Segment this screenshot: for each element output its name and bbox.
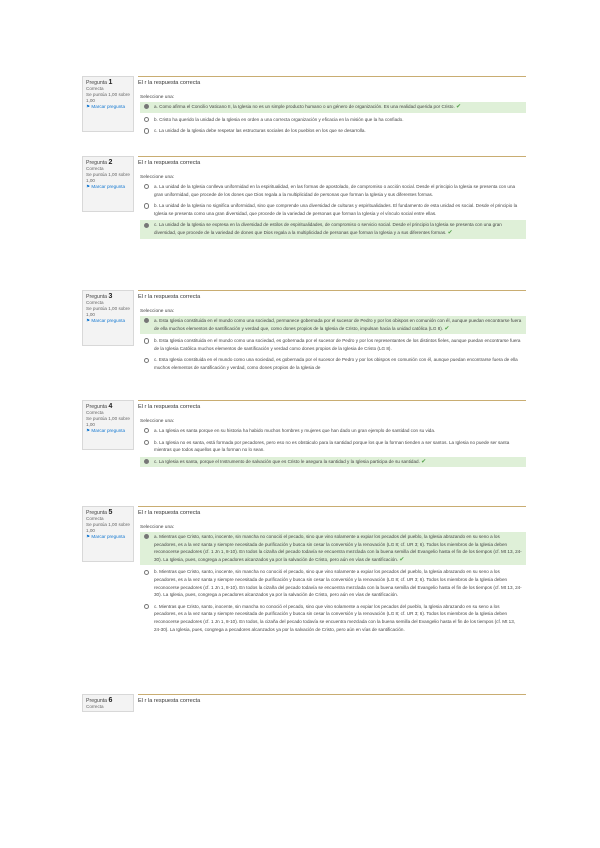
feedback-text: El r la respuesta correcta xyxy=(138,404,201,410)
question-5 xyxy=(82,506,526,684)
answer-option[interactable]: b. Esta Iglesia constituida en el mundo como una sociedad, es gobernada por el sucesor de Pedro y por los representantes de los distintos fieles, aunque puedan encontrarse fuera de la Iglesia Católica muchos elementos de santificación y verdad como dones propios de la Iglesia de Cristo (LG 8). xyxy=(140,336,526,353)
question-number: Pregunta 5 xyxy=(86,509,113,516)
question-number: Pregunta 1 xyxy=(86,79,113,86)
question-body xyxy=(138,290,526,373)
question-body xyxy=(138,156,526,239)
radio-button[interactable] xyxy=(144,604,149,609)
flag-icon: ⚑ xyxy=(86,428,91,433)
question-number: Pregunta 2 xyxy=(86,159,113,166)
answer-option[interactable]: a. Esta Iglesia constituida en el mundo como una sociedad, permanece gobernada por el sucesor de Pedro y por los obispos en comunión con él, aunque puedan encontrarse fuera de ella muchos elementos de santificación y verdad que, como dones propios de la Iglesia de Cristo, impulsan hacia la unidad católica (LG 8). ✔ xyxy=(140,316,526,334)
question-number: Pregunta 4 xyxy=(86,403,113,410)
question-prompt: Seleccione una: xyxy=(140,525,175,530)
question-info xyxy=(82,506,134,562)
check-icon: ✔ xyxy=(444,325,450,332)
radio-button[interactable] xyxy=(144,459,149,464)
question-number: Pregunta 6 xyxy=(86,697,113,704)
question-info xyxy=(82,290,134,346)
answer-option[interactable]: b. Mientras que Cristo, santo, inocente, sin mancha no conoció el pecado, sino que vino solamente a expiar los pecados del pueblo, la Iglesia abrazando en su seno a los pecadores, es a la vez santa y siempre necesitada de purificación y busca sin cesar la conversión y la renovación (LG 8; cf. UR 3; 6). Todos los miembros de la Iglesia deben reconocerse pecadores (cf. 1 Jn 1, 8-10). En todos la cizaña del pecado todavía se encuentra mezclada con la buena semilla del Evangelio hasta el fin de los tiempos (cf. Mt 13, 24-30). La Iglesia, pues, congrega a pecadores alcanzados ya por la salvación de Cristo, pero aún en vías de santificación. xyxy=(140,567,526,599)
question-prompt: Seleccione una: xyxy=(140,175,175,180)
flag-question-link[interactable]: ⚑ Marcar pregunta xyxy=(86,104,126,109)
question-state: Correcta xyxy=(86,516,104,521)
question-2 xyxy=(82,156,526,276)
answer-option[interactable]: c. La unidad de la Iglesia debe respetar las estructuras sociales de los pueblos en los que se desarrolla. xyxy=(140,126,526,136)
question-state: Correcta xyxy=(86,300,104,305)
question-info xyxy=(82,400,134,450)
feedback-text: El r la respuesta correcta xyxy=(138,160,201,166)
answer-option[interactable]: a. La unidad de la Iglesia conlleva uniformidad en la espiritualidad, en las formas de apostolado, de compromiso o acción social. Desde el principio la Iglesia se presenta con una gran uniformidad, que procede de los dones que Dios regala a la multiplicidad de personas que forman la Iglesia y sus diferentes formas. xyxy=(140,182,526,199)
answer-option[interactable]: c. Esta Iglesia constituida en el mundo como una sociedad, es gobernada por el sucesor de Pedro y por los obispos en comunión con él, aunque puedan encontrarse fuera de ella muchos elementos de santificación y verdad, como dones propios de la Iglesia de xyxy=(140,355,526,372)
question-3 xyxy=(82,290,526,394)
answer-option[interactable]: c. La Iglesia es santa, porque el Instrumento de salvación que es Cristo le asegura la santidad y la Iglesia participa de su santidad. ✔ xyxy=(140,457,526,468)
flag-question-link[interactable]: ⚑ Marcar pregunta xyxy=(86,428,126,433)
radio-button[interactable] xyxy=(144,223,149,228)
answer-option[interactable]: b. Cristo ha querido la unidad de la Iglesia en orden a una correcta organización y eficacia en la misión que la ha confiado. xyxy=(140,115,526,125)
answer-option[interactable]: b. La Iglesia no es santa, está formada por pecadores, pero eso no es obstáculo para la santidad porque los que la forman tienden a ser santos. La Iglesia no puede ser santa mientras que todos aquellos que la forman no lo sean. xyxy=(140,438,526,455)
feedback-text: El r la respuesta correcta xyxy=(138,698,201,704)
question-body xyxy=(138,506,526,634)
flag-question-link[interactable]: ⚑ Marcar pregunta xyxy=(86,534,126,539)
question-score: Se puntúa 1,00 sobre 1,00 xyxy=(86,92,130,103)
question-6 xyxy=(82,694,526,714)
question-state: Correcta xyxy=(86,704,104,709)
radio-button[interactable] xyxy=(144,104,149,109)
radio-button[interactable] xyxy=(144,440,149,445)
check-icon: ✔ xyxy=(421,458,427,465)
question-prompt: Seleccione una: xyxy=(140,95,175,100)
radio-button[interactable] xyxy=(144,534,149,539)
question-score: Se puntúa 1,00 sobre 1,00 xyxy=(86,416,130,427)
question-body xyxy=(138,694,526,707)
flag-question-link[interactable]: ⚑ Marcar pregunta xyxy=(86,318,126,323)
radio-button[interactable] xyxy=(144,428,149,433)
flag-icon: ⚑ xyxy=(86,104,91,109)
radio-button[interactable] xyxy=(144,570,149,575)
flag-icon: ⚑ xyxy=(86,534,91,539)
feedback-text: El r la respuesta correcta xyxy=(138,80,201,86)
answer-option[interactable]: c. La unidad de la Iglesia se expresa en la diversidad de estilos de espiritualidades, de compromiso o servicio social. Desde el principio la Iglesia se presenta con una gran diversidad, que procede de la variedad de dones que Dios regala a la multiplicidad de personas que forman la Iglesia y a sus diferentes formas. ✔ xyxy=(140,220,526,238)
answer-option[interactable]: c. Mientras que Cristo, santo, inocente, sin mancha no conoció el pecado, sino que vino solamente a expiar los pecados del pueblo, la Iglesia abrazando en su seno a los pecadores, es a la vez santa y siempre necesitada de purificación y busca sin cesar la conversión y la renovación (LG 8; cf. UR 3; 6). Todos los miembros de la Iglesia deben reconocerse pecadores (cf. 1 Jn 1, 8-10). En todos, la cizaña del pecado todavía se encuentra mezclada con la buena semilla del Evangelio hasta el fin de los tiempos (cf. Mt 13, 24-30). La Iglesia, pues, congrega a pecadores alcanzados ya por la salvación de Cristo, pero aún en vías de santificación. xyxy=(140,602,526,634)
question-state: Correcta xyxy=(86,166,104,171)
flag-icon: ⚑ xyxy=(86,318,91,323)
check-icon: ✔ xyxy=(447,229,453,236)
question-state: Correcta xyxy=(86,86,104,91)
question-4 xyxy=(82,400,526,470)
question-number: Pregunta 3 xyxy=(86,293,113,300)
answer-option[interactable]: a. Mientras que Cristo, santo, inocente, sin mancha no conoció el pecado, sino que vino solamente a expiar los pecados del pueblo, la Iglesia abrazando en su seno a los pecadores, es a la vez santa y siempre necesitada de purificación y busca sin cesar la conversión y la renovación (LG 8; cf. UR 3; 6). Todos los miembros de la Iglesia deben reconocerse pecadores (cf. 1 Jn 1, 8-10). En todos la cizaña del pecado todavía se encuentra mezclada con la buena semilla del Evangelio hasta el fin de los tiempos (cf. Mt 13, 24-30). La Iglesia, pues, congrega a pecadores alcanzados ya por la salvación de Cristo, pero aún en vías de santificación. ✔ xyxy=(140,532,526,565)
flag-question-link[interactable]: ⚑ Marcar pregunta xyxy=(86,184,126,189)
answer-option[interactable]: a. La Iglesia es santa porque en su historia ha habido muchos hombres y mujeres que han dado un gran ejemplo de santidad con su vida. xyxy=(140,426,526,436)
question-body xyxy=(138,400,526,467)
question-info xyxy=(82,694,134,712)
question-info xyxy=(82,156,134,212)
question-score: Se puntúa 1,00 sobre 1,00 xyxy=(86,306,130,317)
question-state: Correcta xyxy=(86,410,104,415)
question-info xyxy=(82,76,134,132)
check-icon: ✔ xyxy=(399,556,405,563)
question-body xyxy=(138,76,526,136)
question-prompt: Seleccione una: xyxy=(140,309,175,314)
flag-icon: ⚑ xyxy=(86,184,91,189)
radio-button[interactable] xyxy=(144,184,149,189)
radio-button[interactable] xyxy=(144,358,149,363)
radio-button[interactable] xyxy=(144,128,149,133)
answer-option[interactable]: a. Como afirma el Concilio Vaticano II, la Iglesia no es un simple producto humano o un género de organización. Es una realidad querida por Cristo. ✔ xyxy=(140,102,526,113)
answer-option[interactable]: b. La unidad de la Iglesia no significa uniformidad, sino que comprende una diversidad de culturas y espiritualidades. El fundamento de esta unidad es social. Desde el principio la Iglesia se presenta como una gran diversidad, que procede de la variedad de personas que forman la Iglesia y el vínculo social entre ellas. xyxy=(140,201,526,218)
question-1 xyxy=(82,76,526,148)
radio-button[interactable] xyxy=(144,117,149,122)
feedback-text: El r la respuesta correcta xyxy=(138,294,201,300)
question-score: Se puntúa 1,00 sobre 1,00 xyxy=(86,172,130,183)
check-icon: ✔ xyxy=(456,104,462,110)
question-score: Se puntúa 1,00 sobre 1,00 xyxy=(86,522,130,533)
radio-button[interactable] xyxy=(144,203,149,208)
question-prompt: Seleccione una: xyxy=(140,419,175,424)
feedback-text: El r la respuesta correcta xyxy=(138,510,201,516)
radio-button[interactable] xyxy=(144,338,149,343)
radio-button[interactable] xyxy=(144,318,149,323)
